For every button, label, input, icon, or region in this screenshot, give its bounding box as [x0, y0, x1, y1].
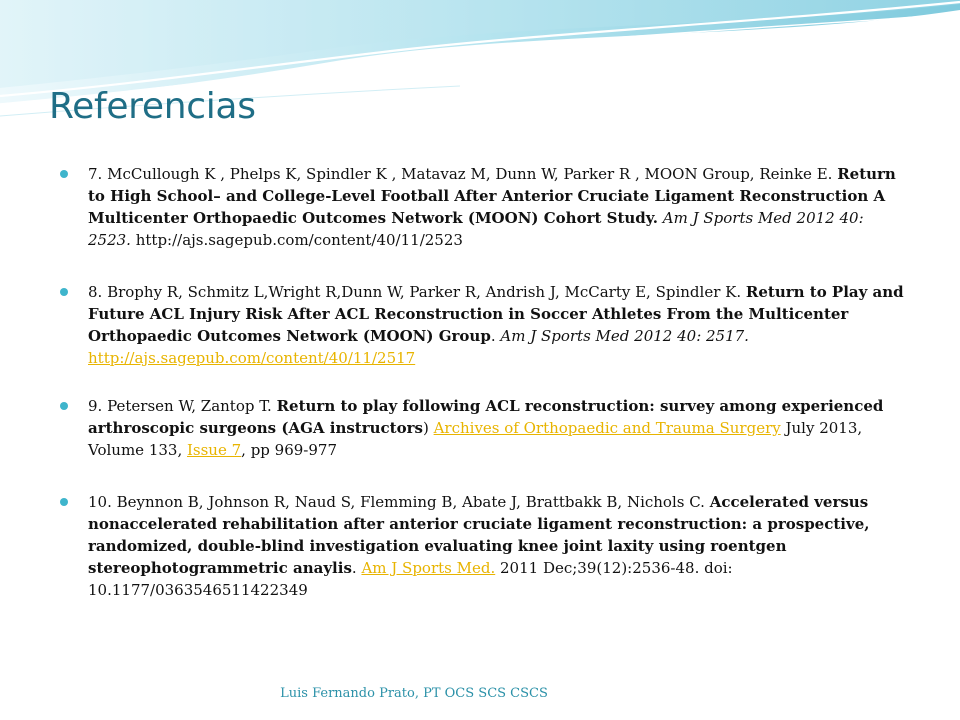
slide-title: Referencias	[49, 86, 256, 127]
reference-link[interactable]: http://ajs.sagepub.com/content/40/11/2517	[88, 349, 416, 367]
reference-journal: Am J Sports Med 2012 40: 2523.	[88, 209, 864, 249]
reference-details: 2011 Dec;39(12):2536-48. doi: 10.1177/0363546511422349	[88, 559, 733, 599]
reference-authors: 7. McCullough K , Phelps K, Spindler K , Matavaz M, Dunn W, Parker R , MOON Group, Reinke E.	[88, 165, 838, 183]
reference-authors: 9. Petersen W, Zantop T.	[88, 397, 277, 415]
reference-journal: Am J Sports Med 2012 40: 2517.	[500, 327, 749, 345]
reference-pages: , pp 969-977	[241, 441, 337, 459]
reference-item	[60, 395, 910, 461]
reference-details: July 2013, Volume 133,	[88, 419, 863, 459]
reference-title: Return to High School– and College-Level Football After Anterior Cruciate Ligament Reconstruction A Multicenter Orthopaedic Outcomes Network (MOON) Cohort Study.	[88, 165, 896, 227]
reference-punctuation: .	[490, 327, 501, 345]
reference-punctuation: )	[422, 419, 434, 437]
bullet-icon	[60, 498, 68, 506]
bullet-icon	[60, 288, 68, 296]
reference-item	[60, 281, 910, 369]
reference-title: Accelerated versus nonaccelerated rehabilitation after anterior cruciate ligament reconstruction: a prospective, randomized, double-blind investigation evaluating knee joint laxity using roentgen stereophotogrammetric anaylis	[88, 493, 870, 577]
reference-title: Return to play following ACL reconstruction: survey among experienced arthroscopic surgeons (AGA instructors	[88, 397, 884, 437]
reference-authors: 8. Brophy R, Schmitz L,Wright R,Dunn W, Parker R, Andrish J, McCarty E, Spindler K.	[88, 283, 746, 301]
bullet-icon	[60, 402, 68, 410]
reference-list	[60, 163, 910, 631]
header-wave-banner	[0, 0, 960, 150]
reference-url: http://ajs.sagepub.com/content/40/11/2523	[130, 231, 463, 249]
bullet-icon	[60, 170, 68, 178]
reference-title: Return to Play and Future ACL Injury Risk After ACL Reconstruction in Soccer Athletes From the Multicenter Orthopaedic Outcomes Network (MOON) Group	[88, 283, 904, 345]
reference-authors: 10. Beynnon B, Johnson R, Naud S, Flemming B, Abate J, Brattbakk B, Nichols C.	[88, 493, 710, 511]
slide-footer: Luis Fernando Prato, PT OCS SCS CSCS	[280, 686, 548, 701]
journal-link[interactable]: Archives of Orthopaedic and Trauma Surgery	[433, 419, 781, 437]
issue-link[interactable]: Issue 7	[186, 441, 242, 459]
journal-link[interactable]: Am J Sports Med.	[361, 559, 496, 577]
reference-item	[60, 491, 910, 601]
reference-punctuation: .	[351, 559, 362, 577]
reference-item	[60, 163, 910, 251]
